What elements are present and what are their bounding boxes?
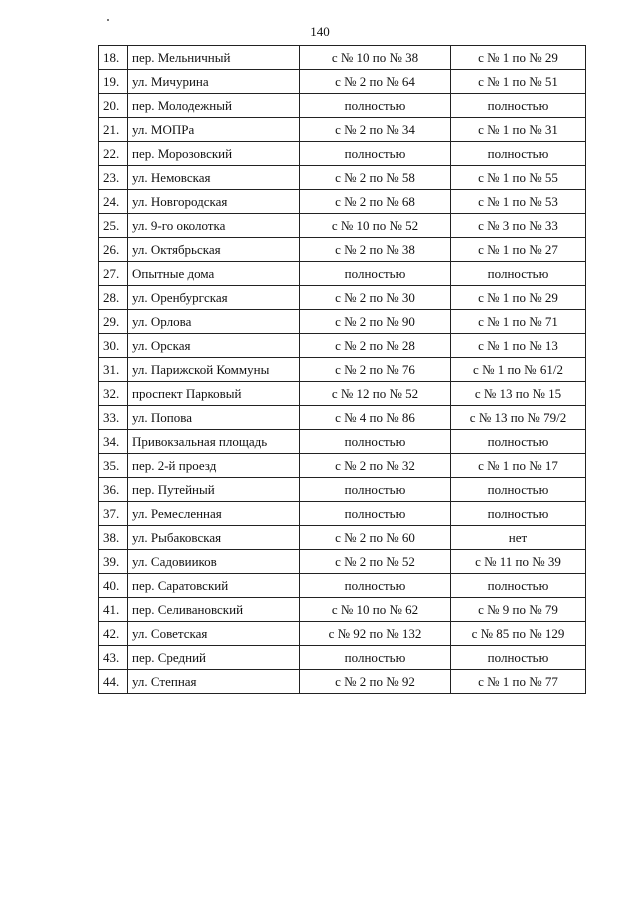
table-row <box>99 550 586 574</box>
odd-range-cell: полностью <box>451 94 586 118</box>
table-row <box>99 382 586 406</box>
even-range-cell: с № 10 по № 52 <box>300 214 451 238</box>
table-row <box>99 214 586 238</box>
streets-table-body <box>99 46 586 694</box>
street-name-cell: ул. 9-го околотка <box>128 214 300 238</box>
odd-range-cell: с № 1 по № 55 <box>451 166 586 190</box>
odd-range-cell: с № 1 по № 71 <box>451 310 586 334</box>
row-number-cell: 19. <box>99 70 128 94</box>
street-name-cell: Привокзальная площадь <box>128 430 300 454</box>
row-number-cell: 31. <box>99 358 128 382</box>
street-name-cell: ул. Садовииков <box>128 550 300 574</box>
odd-range-cell: полностью <box>451 430 586 454</box>
odd-range-cell: нет <box>451 526 586 550</box>
street-name-cell: пер. Селивановский <box>128 598 300 622</box>
even-range-cell: полностью <box>300 430 451 454</box>
scan-speck <box>107 19 109 21</box>
table-row <box>99 502 586 526</box>
even-range-cell: с № 2 по № 92 <box>300 670 451 694</box>
even-range-cell: полностью <box>300 142 451 166</box>
table-row <box>99 646 586 670</box>
odd-range-cell: с № 3 по № 33 <box>451 214 586 238</box>
row-number-cell: 23. <box>99 166 128 190</box>
odd-range-cell: полностью <box>451 262 586 286</box>
odd-range-cell: полностью <box>451 142 586 166</box>
table-row <box>99 478 586 502</box>
row-number-cell: 37. <box>99 502 128 526</box>
even-range-cell: полностью <box>300 478 451 502</box>
even-range-cell: полностью <box>300 574 451 598</box>
row-number-cell: 40. <box>99 574 128 598</box>
street-name-cell: пер. Саратовский <box>128 574 300 598</box>
table-row <box>99 142 586 166</box>
table-row <box>99 598 586 622</box>
even-range-cell: полностью <box>300 262 451 286</box>
table-row <box>99 406 586 430</box>
row-number-cell: 20. <box>99 94 128 118</box>
row-number-cell: 33. <box>99 406 128 430</box>
row-number-cell: 27. <box>99 262 128 286</box>
odd-range-cell: с № 1 по № 13 <box>451 334 586 358</box>
table-row <box>99 70 586 94</box>
table-row <box>99 526 586 550</box>
odd-range-cell: с № 1 по № 61/2 <box>451 358 586 382</box>
street-name-cell: ул. Советская <box>128 622 300 646</box>
odd-range-cell: с № 1 по № 77 <box>451 670 586 694</box>
street-name-cell: пер. 2-й проезд <box>128 454 300 478</box>
page-number: 140 <box>310 24 330 39</box>
even-range-cell: с № 12 по № 52 <box>300 382 451 406</box>
odd-range-cell: с № 1 по № 51 <box>451 70 586 94</box>
even-range-cell: с № 2 по № 68 <box>300 190 451 214</box>
table-row <box>99 670 586 694</box>
odd-range-cell: полностью <box>451 478 586 502</box>
even-range-cell: с № 2 по № 30 <box>300 286 451 310</box>
row-number-cell: 42. <box>99 622 128 646</box>
odd-range-cell: с № 85 по № 129 <box>451 622 586 646</box>
row-number-cell: 34. <box>99 430 128 454</box>
even-range-cell: с № 2 по № 38 <box>300 238 451 262</box>
row-number-cell: 43. <box>99 646 128 670</box>
odd-range-cell: с № 1 по № 27 <box>451 238 586 262</box>
row-number-cell: 28. <box>99 286 128 310</box>
table-row <box>99 118 586 142</box>
table-row <box>99 286 586 310</box>
street-name-cell: ул. Степная <box>128 670 300 694</box>
row-number-cell: 22. <box>99 142 128 166</box>
street-name-cell: ул. Рыбаковская <box>128 526 300 550</box>
odd-range-cell: с № 1 по № 17 <box>451 454 586 478</box>
street-name-cell: пер. Мельничный <box>128 46 300 70</box>
street-name-cell: ул. Немовская <box>128 166 300 190</box>
row-number-cell: 35. <box>99 454 128 478</box>
even-range-cell: с № 2 по № 32 <box>300 454 451 478</box>
street-name-cell: пер. Молодежный <box>128 94 300 118</box>
street-name-cell: ул. Орская <box>128 334 300 358</box>
street-name-cell: ул. Мичурина <box>128 70 300 94</box>
row-number-cell: 38. <box>99 526 128 550</box>
table-row <box>99 166 586 190</box>
even-range-cell: с № 2 по № 28 <box>300 334 451 358</box>
row-number-cell: 32. <box>99 382 128 406</box>
street-name-cell: ул. Ремесленная <box>128 502 300 526</box>
table-row <box>99 94 586 118</box>
table-row <box>99 190 586 214</box>
street-name-cell: ул. МОПРа <box>128 118 300 142</box>
row-number-cell: 44. <box>99 670 128 694</box>
odd-range-cell: с № 1 по № 29 <box>451 46 586 70</box>
even-range-cell: с № 4 по № 86 <box>300 406 451 430</box>
table-row <box>99 238 586 262</box>
odd-range-cell: с № 13 по № 79/2 <box>451 406 586 430</box>
row-number-cell: 36. <box>99 478 128 502</box>
odd-range-cell: полностью <box>451 502 586 526</box>
even-range-cell: с № 2 по № 34 <box>300 118 451 142</box>
street-name-cell: пер. Средний <box>128 646 300 670</box>
even-range-cell: с № 2 по № 76 <box>300 358 451 382</box>
street-name-cell: ул. Оренбургская <box>128 286 300 310</box>
even-range-cell: с № 92 по № 132 <box>300 622 451 646</box>
row-number-cell: 41. <box>99 598 128 622</box>
street-name-cell: ул. Новгородская <box>128 190 300 214</box>
table-row <box>99 46 586 70</box>
even-range-cell: с № 10 по № 62 <box>300 598 451 622</box>
row-number-cell: 24. <box>99 190 128 214</box>
table-row <box>99 310 586 334</box>
row-number-cell: 30. <box>99 334 128 358</box>
odd-range-cell: с № 1 по № 29 <box>451 286 586 310</box>
street-name-cell: Опытные дома <box>128 262 300 286</box>
even-range-cell: с № 2 по № 60 <box>300 526 451 550</box>
streets-table <box>98 45 586 694</box>
even-range-cell: полностью <box>300 502 451 526</box>
even-range-cell: с № 10 по № 38 <box>300 46 451 70</box>
table-row <box>99 430 586 454</box>
street-name-cell: ул. Попова <box>128 406 300 430</box>
table-row <box>99 262 586 286</box>
even-range-cell: полностью <box>300 94 451 118</box>
street-name-cell: проспект Парковый <box>128 382 300 406</box>
row-number-cell: 18. <box>99 46 128 70</box>
table-row <box>99 574 586 598</box>
street-name-cell: пер. Морозовский <box>128 142 300 166</box>
odd-range-cell: с № 11 по № 39 <box>451 550 586 574</box>
odd-range-cell: с № 13 по № 15 <box>451 382 586 406</box>
odd-range-cell: с № 1 по № 53 <box>451 190 586 214</box>
row-number-cell: 26. <box>99 238 128 262</box>
table-row <box>99 622 586 646</box>
table-row <box>99 334 586 358</box>
even-range-cell: с № 2 по № 52 <box>300 550 451 574</box>
street-name-cell: ул. Парижской Коммуны <box>128 358 300 382</box>
table-row <box>99 454 586 478</box>
row-number-cell: 25. <box>99 214 128 238</box>
row-number-cell: 21. <box>99 118 128 142</box>
row-number-cell: 29. <box>99 310 128 334</box>
table-row <box>99 358 586 382</box>
row-number-cell: 39. <box>99 550 128 574</box>
odd-range-cell: полностью <box>451 574 586 598</box>
street-name-cell: ул. Октябрьская <box>128 238 300 262</box>
even-range-cell: с № 2 по № 90 <box>300 310 451 334</box>
even-range-cell: полностью <box>300 646 451 670</box>
odd-range-cell: с № 1 по № 31 <box>451 118 586 142</box>
odd-range-cell: полностью <box>451 646 586 670</box>
odd-range-cell: с № 9 по № 79 <box>451 598 586 622</box>
street-name-cell: пер. Путейный <box>128 478 300 502</box>
even-range-cell: с № 2 по № 58 <box>300 166 451 190</box>
even-range-cell: с № 2 по № 64 <box>300 70 451 94</box>
street-name-cell: ул. Орлова <box>128 310 300 334</box>
